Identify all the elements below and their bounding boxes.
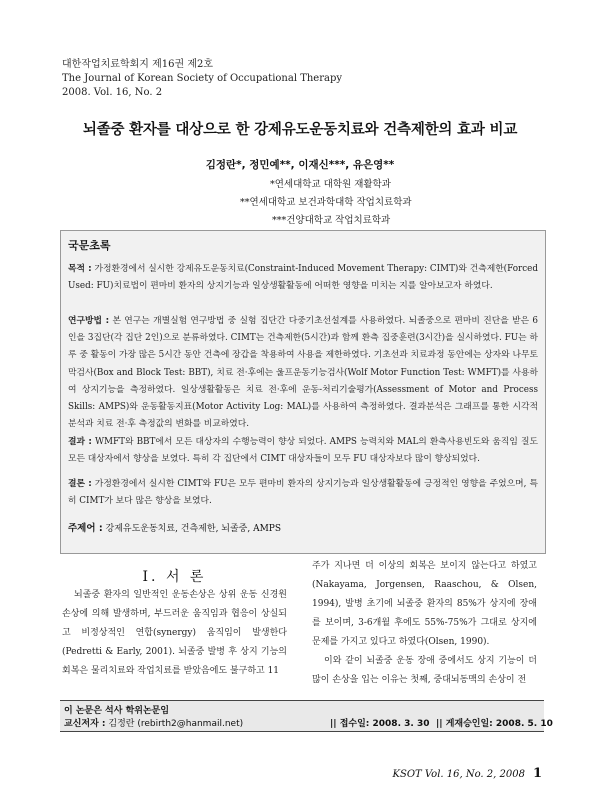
abstract-keywords [68, 520, 281, 534]
journal-volume: 2008. Vol. 16, No. 2 [62, 87, 163, 98]
thesis-note: 이 논문은 석사 학위논문임 [64, 706, 170, 716]
journal-header [62, 58, 342, 100]
conclusion-text: 가정환경에서 실시한 CIMT와 FU은 모두 편마비 환자의 상지기능과 일상생활활동에 긍정적인 영향을 주었으며, 특히 CIMT가 보다 많은 향상을 보였다. [68, 479, 538, 507]
abstract-heading: 국문초록 [68, 239, 111, 252]
abstract-objective [68, 261, 538, 295]
accepted-date: || 게재승인일: 2008. 5. 10 [436, 719, 553, 729]
section-title: Ⅰ. 서 론 [142, 569, 207, 585]
affiliation-1: *연세대학교 대학원 재활학과 [270, 179, 391, 190]
keywords-text: 강제유도운동치료, 건측제한, 뇌졸중, AMPS [105, 524, 282, 534]
corresponding-author [64, 716, 243, 729]
paper-title: 뇌졸중 환자를 대상으로 한 강제유도운동치료와 건측제한의 효과 비교 [82, 122, 518, 138]
result-label: 결과 : [68, 437, 92, 447]
affiliation-3: ***건양대학교 작업치료학과 [272, 215, 391, 226]
abstract-result [68, 434, 538, 468]
method-label: 연구방법 : [68, 316, 110, 326]
objective-label: 목적 : [68, 264, 92, 274]
conclusion-label: 결론 : [68, 479, 92, 489]
journal-korean-title: 대한작업치료학회지 제16권 제2호 [62, 59, 214, 70]
received-date: || 접수일: 2008. 3. 30 [330, 719, 430, 729]
corresponding-label: 교신저자 : [64, 719, 106, 729]
result-text: WMFT와 BBT에서 모든 대상자의 수행능력이 향상 되었다. AMPS 능력치와 MAL의 환측사용빈도와 움직임 질도 모든 대상자에서 향상을 보였다. 특히 각 집단에서 CIMT 대상자들이 모두 FU 대상자보다 많이 향상되었다. [68, 437, 539, 465]
method-text: 본 연구는 개별실험 연구방법 중 실험 집단간 다중기초선설계를 사용하였다. 뇌졸중으로 편마비 진단을 받은 6인을 3집단(각 집단 2인)으로 분류하였다. CIMT는 건측제한(5시간)과 함께 환측 집중훈련(3시간)을 실시하였다. FU는 하루 중 활동이 가장 많은 5시간 동안 건측에 장갑을 착용하여 사용을 제한하였다. 기초선과 치료과정 동안에는 상자와 나무토막검사(Box and Block Test: BBT), 치료 전·후에는 울프운동기능검사(Wolf Motor Function Test: WMFT)를 사용하여 상지기능을 측정하였다. 일상생활활동은 치료 전·후에 운동-처리기술평가(Assessment of Motor and Process Skills: AMPS)와 운동활동지표(Motor Activity Log: MAL)를 사용하여 측정하였다. 결과분석은 그래프를 통한 시각적 분석과 치료 전·후 측정값의 변화를 비교하였다. [68, 316, 538, 430]
page-number: 1 [532, 766, 542, 781]
affiliation-2: **연세대학교 보건과학대학 작업치료학과 [240, 197, 412, 208]
corresponding-text: 김정란 (rebirth2@hanmail.net) [108, 719, 244, 729]
keywords-label: 주제어 : [68, 523, 103, 534]
right-column [312, 557, 537, 690]
intro-paragraph-1: 뇌졸중 환자의 일반적인 운동손상은 상위 운동 신경원 손상에 의해 발생하며, 부드러운 움직임과 협응이 상실되고 비정상적인 연합(synergy) 움직임이 발생한다(Pedretti & Early, 2001). 뇌졸중 발병 후 상지 기능의 회복은 물리치료와 작업치료를 받았음에도 불구하고 11 [62, 590, 287, 676]
intro-paragraph-3: 이와 같이 뇌졸중 운동 장애 중에서도 상지 기능이 더 많이 손상을 입는 이유는 첫째, 중대뇌동맥의 손상이 전 [312, 656, 537, 685]
author-list: 김정란*, 정민예**, 이재신***, 유은영** [205, 159, 395, 171]
abstract-conclusion [68, 476, 538, 510]
left-column [62, 586, 287, 681]
abstract-method [68, 313, 538, 433]
intro-paragraph-2: 주가 지나면 더 이상의 회복은 보이지 않는다고 하였고(Nakayama, Jorgensen, Raaschou, & Olsen, 1994), 발병 초기에 뇌졸중 환자의 85%가 상지에 장애를 보이며, 3-6개월 후에도 55%-75%가 그대로 상지에 문제를 가지고 있다고 하였다(Olsen, 1990). [312, 561, 537, 647]
page-footer [393, 766, 543, 781]
objective-text: 가정환경에서 실시한 강제유도운동치료(Constraint-Induced Movement Therapy: CIMT)와 건측제한(Forced Used: FU)치료법이 편마비 환자의 상지기능과 일상생활활동에 어떠한 영향을 미치는 지를 알아보고자 하였다. [68, 264, 539, 292]
journal-english-title: The Journal of Korean Society of Occupational Therapy [62, 73, 343, 84]
footer-journal: KSOT Vol. 16, No. 2, 2008 [392, 769, 525, 780]
